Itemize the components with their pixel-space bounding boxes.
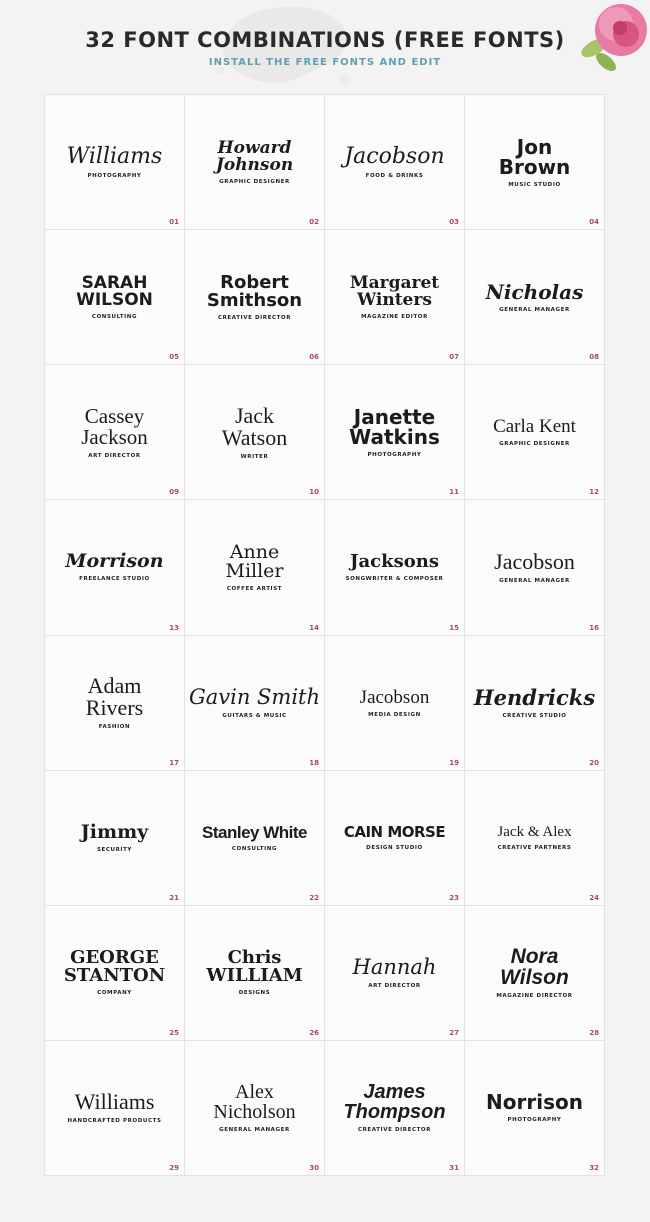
sample-subtitle: MAGAZINE EDITOR <box>361 313 428 320</box>
card-number: 31 <box>449 1164 459 1172</box>
font-card-12[interactable] <box>465 365 605 500</box>
sample-name-cain-morse: CAIN MORSE <box>343 822 446 841</box>
sample-name-williams: Williams <box>74 1089 155 1115</box>
sample-subtitle: GENERAL MANAGER <box>499 577 570 584</box>
sample-name-stanton: STANTON <box>63 965 166 987</box>
card-number: 24 <box>589 893 599 902</box>
card-number: 14 <box>309 623 319 632</box>
card-number: 25 <box>169 1028 179 1037</box>
sample-name-winters: Winters <box>357 289 432 310</box>
card-number: 13 <box>169 623 179 632</box>
sample-name-morrison: Morrison <box>65 550 164 573</box>
font-card-08[interactable] <box>465 230 605 365</box>
card-number: 15 <box>449 623 459 632</box>
sample-subtitle: SECURITY <box>96 846 133 853</box>
font-card-26[interactable] <box>185 906 325 1041</box>
sample-name-williams: Williams <box>66 143 163 169</box>
font-card-01[interactable] <box>45 95 185 230</box>
font-card-11[interactable] <box>325 365 465 500</box>
font-card-30[interactable] <box>185 1041 325 1176</box>
sample-name-anne: Anne <box>229 540 280 563</box>
sample-name-jackson: Jackson <box>81 424 148 449</box>
card-number: 03 <box>449 218 459 227</box>
sample-name-william: WILLIAM <box>206 965 303 987</box>
sample-name-hendricks: Hendricks <box>473 684 596 710</box>
sample-subtitle: CREATIVE STUDIO <box>502 712 567 719</box>
page-title: 32 FONT COMBINATIONS (FREE FONTS) <box>85 28 565 52</box>
sample-name-wilson: Wilson <box>500 966 569 990</box>
font-card-27[interactable] <box>325 906 465 1041</box>
card-number: 20 <box>589 758 599 767</box>
font-card-32[interactable] <box>465 1041 605 1176</box>
font-card-15[interactable] <box>325 500 465 635</box>
font-card-20[interactable] <box>465 636 605 771</box>
sample-subtitle: COMPANY <box>97 990 132 997</box>
sample-name-jack-alex: Jack & Alex <box>497 823 572 840</box>
font-card-25[interactable] <box>45 906 185 1041</box>
sample-name-adam: Adam <box>87 673 142 699</box>
sample-name-howard: Howard <box>217 137 292 158</box>
font-card-14[interactable] <box>185 500 325 635</box>
font-card-13[interactable] <box>45 500 185 635</box>
sample-subtitle: SONGWRITER & COMPOSER <box>345 575 444 582</box>
sample-name-watkins: Watkins <box>349 424 440 449</box>
sample-subtitle: MEDIA DESIGN <box>368 711 421 718</box>
sample-subtitle: GENERAL MANAGER <box>219 1127 290 1134</box>
font-combinations-grid <box>44 94 605 1176</box>
sample-name-norrison: Norrison <box>486 1090 583 1115</box>
font-card-16[interactable] <box>465 500 605 635</box>
card-number: 07 <box>449 353 459 362</box>
sample-name-james: James <box>363 1081 426 1104</box>
sample-subtitle: GRAPHIC DESIGNER <box>219 178 290 185</box>
card-number: 22 <box>309 893 319 902</box>
card-number: 19 <box>449 758 459 767</box>
sample-name-janette: Janette <box>353 404 436 429</box>
font-card-18[interactable] <box>185 636 325 771</box>
card-number: 02 <box>309 218 319 227</box>
sample-name-chris: Chris <box>227 947 282 969</box>
sample-name-thompson: Thompson <box>343 1101 446 1124</box>
font-card-10[interactable] <box>185 365 325 500</box>
card-number: 32 <box>589 1164 599 1172</box>
card-number: 23 <box>449 893 459 902</box>
sample-name-carla-kent: Carla Kent <box>493 416 576 438</box>
sample-subtitle: CREATIVE PARTNERS <box>497 844 572 851</box>
font-card-02[interactable] <box>185 95 325 230</box>
card-number: 18 <box>309 758 319 767</box>
sample-subtitle: CONSULTING <box>231 845 278 852</box>
sample-name-stanley-white: Stanley White <box>202 822 307 842</box>
sample-name-gavin-smith: Gavin Smith <box>188 684 321 709</box>
font-card-04[interactable] <box>465 95 605 230</box>
sample-name-jacobson: Jacobson <box>494 548 575 574</box>
sample-name-jacobson: Jacobson <box>344 143 445 169</box>
font-card-31[interactable] <box>325 1041 465 1176</box>
sample-subtitle: ART DIRECTOR <box>368 982 421 989</box>
card-number: 27 <box>449 1028 459 1037</box>
font-card-19[interactable] <box>325 636 465 771</box>
sample-subtitle: DESIGN STUDIO <box>366 844 423 851</box>
sample-subtitle: COFFEE ARTIST <box>226 585 283 592</box>
font-card-22[interactable] <box>185 771 325 906</box>
card-number: 10 <box>309 488 319 497</box>
sample-name-jacksons: Jacksons <box>350 550 439 572</box>
sample-name-cassey: Cassey <box>84 403 145 428</box>
sample-name-jimmy: Jimmy <box>80 820 149 843</box>
sample-subtitle: FOOD & DRINKS <box>365 172 424 179</box>
sample-name-nicholson: Nicholson <box>213 1101 296 1124</box>
sample-subtitle: ART DIRECTOR <box>88 452 141 459</box>
card-number: 16 <box>589 623 599 632</box>
sample-name-jack: Jack <box>234 402 275 428</box>
sample-subtitle: GENERAL MANAGER <box>499 306 570 313</box>
sample-subtitle: CREATIVE DIRECTOR <box>217 314 292 321</box>
sample-subtitle: PHOTOGRAPHY <box>367 451 422 458</box>
sample-name-johnson: Johnson <box>215 154 294 175</box>
card-number: 08 <box>589 353 599 362</box>
font-card-09[interactable] <box>45 365 185 500</box>
sample-name-miller: Miller <box>225 559 284 582</box>
sample-subtitle: CONSULTING <box>91 313 138 320</box>
card-number: 01 <box>169 218 179 227</box>
header <box>0 0 650 90</box>
font-card-07[interactable] <box>325 230 465 365</box>
sample-subtitle: PHOTOGRAPHY <box>87 172 142 179</box>
sample-name-sarah: SARAH <box>81 272 148 293</box>
sample-subtitle: HANDCRAFTED PRODUCTS <box>67 1118 162 1125</box>
card-number: 11 <box>449 488 459 497</box>
card-number: 12 <box>589 488 599 497</box>
sample-name-nora: Nora <box>510 945 559 969</box>
sample-subtitle: PHOTOGRAPHY <box>507 1117 562 1124</box>
font-card-23[interactable] <box>325 771 465 906</box>
sample-name-hannah: Hannah <box>352 954 437 979</box>
sample-name-jon: Jon <box>516 134 553 159</box>
sample-subtitle: MUSIC STUDIO <box>508 181 561 188</box>
sample-subtitle: MAGAZINE DIRECTOR <box>496 993 573 1000</box>
card-number: 06 <box>309 353 319 362</box>
sample-subtitle: GRAPHIC DESIGNER <box>499 441 570 448</box>
font-card-06[interactable] <box>185 230 325 365</box>
font-card-17[interactable] <box>45 636 185 771</box>
sample-name-brown: Brown <box>498 154 571 179</box>
sample-name-wilson: WILSON <box>76 289 153 310</box>
sample-name-rivers: Rivers <box>85 695 144 721</box>
card-number: 28 <box>589 1028 599 1037</box>
card-number: 09 <box>169 488 179 497</box>
sample-subtitle: DESIGNS <box>238 990 271 997</box>
sample-subtitle: FASHION <box>98 724 131 731</box>
font-card-29[interactable] <box>45 1041 185 1176</box>
card-number: 26 <box>309 1028 319 1037</box>
sample-name-george: GEORGE <box>70 947 159 969</box>
card-number: 04 <box>589 218 599 227</box>
sample-name-robert: Robert <box>220 271 289 293</box>
sample-subtitle: FREELANCE STUDIO <box>79 576 150 583</box>
sample-name-jacobson: Jacobson <box>359 686 430 708</box>
font-card-03[interactable] <box>325 95 465 230</box>
card-number: 17 <box>169 758 179 767</box>
sample-subtitle: CREATIVE DIRECTOR <box>357 1127 432 1134</box>
card-number: 29 <box>169 1164 179 1172</box>
card-number: 05 <box>169 353 179 362</box>
card-number: 21 <box>169 893 179 902</box>
page-subtitle: INSTALL THE FREE FONTS AND EDIT <box>208 57 442 68</box>
font-card-24[interactable] <box>465 771 605 906</box>
card-number: 30 <box>309 1164 319 1172</box>
sample-name-nicholas: Nicholas <box>485 279 584 304</box>
font-card-28[interactable] <box>465 906 605 1041</box>
font-card-21[interactable] <box>45 771 185 906</box>
font-card-05[interactable] <box>45 230 185 365</box>
sample-subtitle: GUITARS & MUSIC <box>222 712 287 719</box>
flower-icon <box>576 0 650 80</box>
sample-name-alex: Alex <box>235 1081 274 1104</box>
sample-name-smithson: Smithson <box>206 289 303 311</box>
sample-name-margaret: Margaret <box>349 272 440 293</box>
sample-name-watson: Watson <box>221 424 288 450</box>
sample-subtitle: WRITER <box>240 453 269 460</box>
